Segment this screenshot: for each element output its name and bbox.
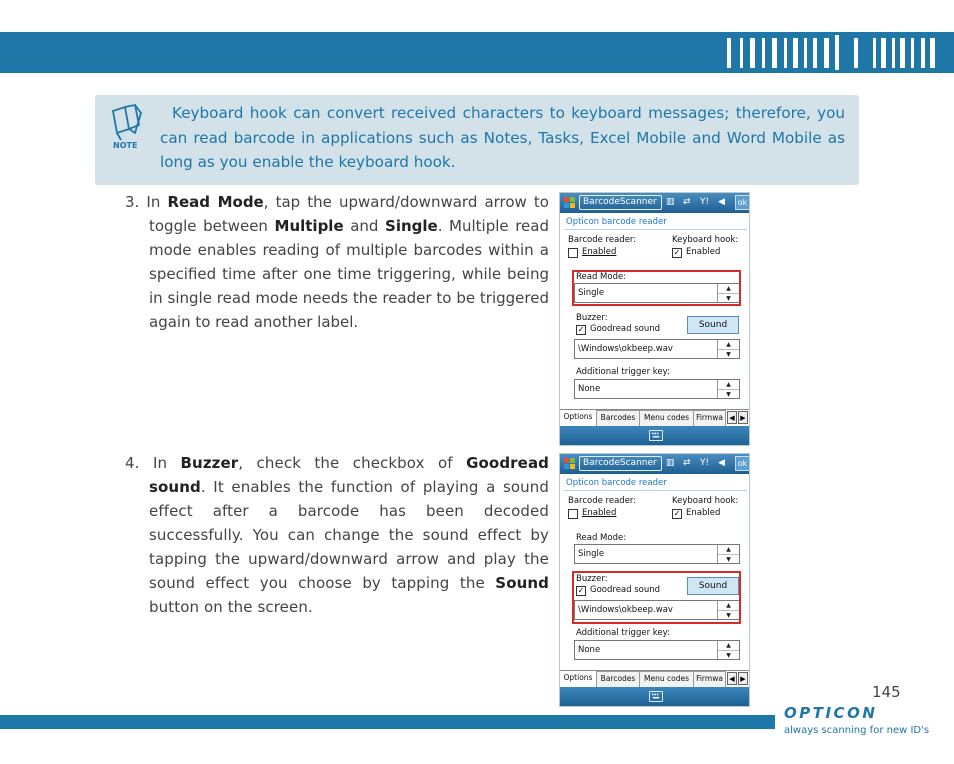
signal-icon[interactable]: Y! — [700, 458, 710, 468]
arrow-up-icon: ▲ — [726, 341, 731, 348]
note-pencil-icon — [111, 103, 145, 149]
arrow-up-icon: ▲ — [726, 546, 731, 553]
tab-bar — [560, 409, 750, 426]
connectivity-icon[interactable]: ⇄ — [683, 197, 691, 207]
volume-icon[interactable]: ◀ — [718, 197, 725, 207]
keyboard-hook-label: Keyboard hook: — [672, 235, 739, 245]
brand-tagline: always scanning for new ID's — [784, 725, 930, 736]
soft-key-bar — [560, 426, 750, 446]
tab-firmware[interactable]: Firmwa — [694, 410, 726, 426]
buzzer-label: Buzzer: — [576, 313, 608, 323]
title-bar — [560, 454, 750, 474]
arrow-up-icon: ▲ — [726, 642, 731, 649]
screen-header: Opticon barcode reader — [566, 217, 667, 227]
keyboard-hook-enabled-label[interactable]: Enabled — [686, 508, 721, 518]
screenshot-read-mode — [559, 192, 750, 446]
goodread-sound-label[interactable]: Goodread sound — [590, 585, 661, 595]
sound-button[interactable]: Sound — [687, 577, 739, 595]
arrow-up-icon: ▲ — [726, 285, 731, 292]
tab-scroll-right-icon[interactable]: ▶ — [738, 411, 748, 424]
barcode-reader-enabled-label[interactable]: Enabled — [582, 247, 617, 257]
tab-menu-codes[interactable]: Menu codes — [640, 410, 694, 426]
ok-button[interactable]: ok — [735, 195, 750, 210]
trigger-key-select[interactable]: None ▲ ▼ — [574, 640, 740, 660]
app-title[interactable]: BarcodeScanner — [579, 456, 662, 471]
arrow-down-icon: ▼ — [718, 389, 739, 398]
arrow-up-icon: ▲ — [726, 381, 731, 388]
keyboard-hook-enabled-label[interactable]: Enabled — [686, 247, 721, 257]
tab-options[interactable]: Options — [560, 671, 597, 687]
read-mode-label: Read Mode: — [576, 272, 627, 282]
goodread-sound-label[interactable]: Goodread sound — [590, 324, 661, 334]
soft-key-bar — [560, 687, 750, 707]
header-divider — [564, 490, 747, 491]
arrow-down-icon: ▼ — [718, 650, 739, 659]
keyboard-hook-label: Keyboard hook: — [672, 496, 739, 506]
scanner-status-icon: ▥ — [666, 197, 675, 207]
sound-file-spinner[interactable] — [717, 340, 739, 358]
tab-barcodes[interactable]: Barcodes — [597, 410, 640, 426]
highlight-read-mode — [572, 270, 741, 306]
read-mode-spinner[interactable] — [717, 545, 739, 563]
windows-flag-icon[interactable] — [563, 196, 576, 209]
windows-flag-icon[interactable] — [563, 457, 576, 470]
read-mode-select[interactable]: Single ▲ ▼ — [574, 283, 740, 303]
barcode-reader-label: Barcode reader: — [568, 496, 637, 506]
tab-scroll-right-icon[interactable]: ▶ — [738, 672, 748, 685]
keyboard-hook-checkbox[interactable]: ✓ — [673, 248, 681, 257]
signal-icon[interactable]: Y! — [700, 197, 710, 207]
tab-scroll-left-icon[interactable]: ◀ — [727, 411, 737, 424]
arrow-up-icon: ▲ — [726, 602, 731, 609]
screen-header: Opticon barcode reader — [566, 478, 667, 488]
barcode-logo-icon — [727, 35, 935, 70]
brand-logo: OPTICON — [784, 704, 878, 722]
step-4-paragraph: 4. In Buzzer, check the checkbox of Goodread sound. It enables the function of playing a sound effect after a barcode has been decoded successfully. You can change the sound effect by tapping the upward/downward arrow and play the sound effect you choose by tapping the Sound button on the screen. — [125, 454, 549, 616]
arrow-down-icon: ▼ — [718, 349, 739, 358]
step-3-paragraph: 3. In Read Mode, tap the upward/downward arrow to toggle between Multiple and Single. Multiple read mode enables reading of multiple barcodes within a specified time after one time triggering, while being in single read mode needs the reader to be triggered again to read another label. — [125, 193, 549, 331]
header-divider — [564, 229, 747, 230]
scanner-status-icon: ▥ — [666, 458, 675, 468]
tab-firmware[interactable]: Firmwa — [694, 671, 726, 687]
connectivity-icon[interactable]: ⇄ — [683, 458, 691, 468]
read-mode-select[interactable]: Single ▲ ▼ — [574, 544, 740, 564]
buzzer-label: Buzzer: — [576, 574, 608, 584]
goodread-sound-checkbox[interactable]: ✓ — [577, 586, 585, 595]
goodread-sound-checkbox[interactable]: ✓ — [577, 325, 585, 334]
title-bar — [560, 193, 750, 213]
trigger-key-spinner[interactable] — [717, 380, 739, 398]
sound-button[interactable]: Sound — [687, 316, 739, 334]
arrow-down-icon: ▼ — [718, 610, 739, 619]
tab-options[interactable]: Options — [560, 410, 597, 426]
app-title[interactable]: BarcodeScanner — [579, 195, 662, 210]
tab-barcodes[interactable]: Barcodes — [597, 671, 640, 687]
keyboard-icon[interactable] — [649, 430, 663, 441]
page-number: 145 — [872, 683, 901, 701]
trigger-key-spinner[interactable] — [717, 641, 739, 659]
keyboard-icon[interactable] — [649, 691, 663, 702]
trigger-key-select[interactable]: None ▲ ▼ — [574, 379, 740, 399]
barcode-reader-label: Barcode reader: — [568, 235, 637, 245]
svg-text:NOTE: NOTE — [113, 141, 138, 149]
read-mode-label: Read Mode: — [576, 533, 627, 543]
sound-file-select[interactable]: \Windows\okbeep.wav ▲ ▼ — [574, 339, 740, 359]
arrow-down-icon: ▼ — [718, 293, 739, 302]
tab-menu-codes[interactable]: Menu codes — [640, 671, 694, 687]
keyboard-hook-checkbox[interactable]: ✓ — [673, 509, 681, 518]
note-box — [95, 95, 859, 185]
screenshot-buzzer — [559, 453, 750, 707]
trigger-key-label: Additional trigger key: — [576, 628, 670, 638]
tab-scroll-left-icon[interactable]: ◀ — [727, 672, 737, 685]
barcode-reader-checkbox[interactable] — [568, 248, 578, 258]
ok-button[interactable]: ok — [735, 456, 750, 471]
note-text: Keyboard hook can convert received characters to keyboard messages; therefore, you can read barcode in applications such as Notes, Tasks, Excel Mobile and Word Mobile as long as you enable the keyboard hook. — [160, 104, 845, 171]
barcode-reader-enabled-label[interactable]: Enabled — [582, 508, 617, 518]
sound-file-select[interactable]: \Windows\okbeep.wav ▲ ▼ — [574, 600, 740, 620]
volume-icon[interactable]: ◀ — [718, 458, 725, 468]
trigger-key-label: Additional trigger key: — [576, 367, 670, 377]
tab-bar — [560, 670, 750, 687]
arrow-down-icon: ▼ — [718, 554, 739, 563]
highlight-buzzer — [572, 571, 741, 624]
footer-bar — [0, 715, 775, 729]
barcode-reader-checkbox[interactable] — [568, 509, 578, 519]
